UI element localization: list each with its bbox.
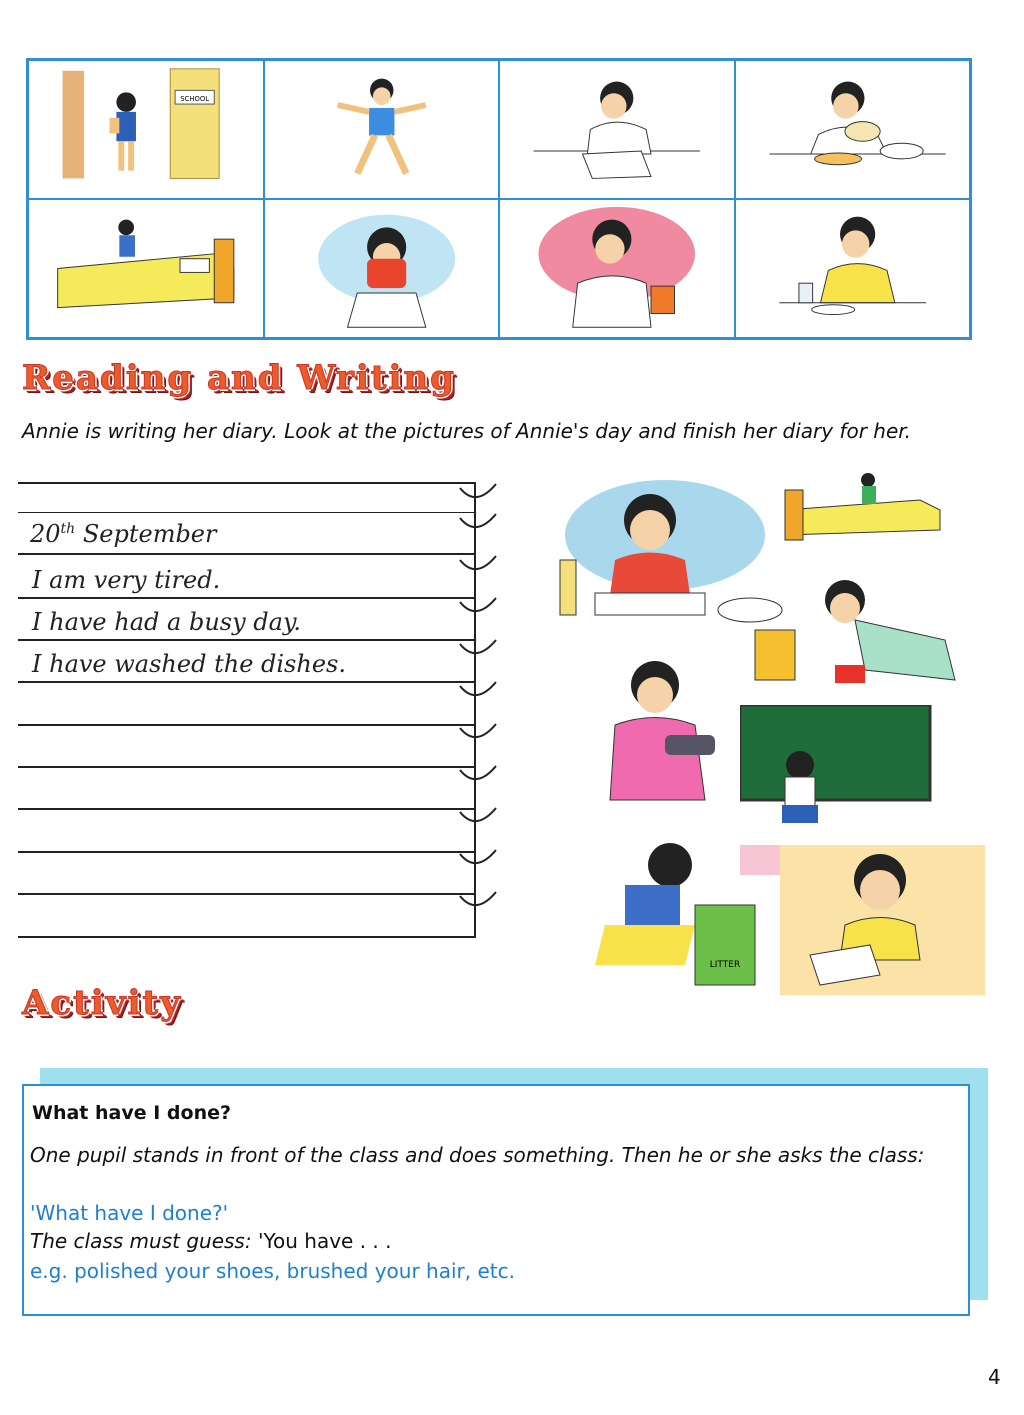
diary-line <box>18 808 476 810</box>
activity-guess-prompt: 'You have . . . <box>251 1229 392 1253</box>
activity-question: 'What have I done?' <box>30 1201 229 1225</box>
diary-date: 20th September <box>30 520 217 548</box>
grid-cell-eating-breakfast <box>735 199 971 338</box>
activity-box <box>22 1084 970 1316</box>
diary-line <box>18 766 476 768</box>
activity-guess-label: The class must guess: <box>30 1229 252 1253</box>
grid-cell-brushing-teeth <box>499 199 735 338</box>
boy-brushing-teeth-icon <box>500 200 734 337</box>
boy-going-to-school-icon <box>29 61 263 198</box>
diary-line <box>18 639 476 641</box>
diary-line <box>18 597 476 599</box>
doll-making-bed-icon <box>780 470 950 550</box>
activity-heading: What have I done? <box>32 1102 232 1124</box>
annie-pictures <box>545 470 985 1030</box>
diary-instructions: Annie is writing her diary. Look at the pictures of Annie's day and finish her diary for her. <box>22 419 912 443</box>
diary-line <box>18 724 476 726</box>
diary-entry-line: I have had a busy day. <box>32 608 301 636</box>
girl-polishing-shoes-icon <box>595 655 745 815</box>
boy-writing-icon <box>500 61 734 198</box>
boy-eating-noodles-icon <box>736 61 970 198</box>
grid-cell-washing-face <box>264 199 500 338</box>
diary-entry-line: I have washed the dishes. <box>32 650 346 678</box>
girl-doing-homework-icon <box>780 845 985 995</box>
boy-making-bed-icon <box>29 200 263 337</box>
diary-line <box>18 681 476 683</box>
grid-cell-going-to-school <box>28 60 264 199</box>
diary-line <box>18 512 476 513</box>
activity-guess-line <box>30 1228 392 1255</box>
grid-cell-making-bed <box>28 199 264 338</box>
diary-line <box>18 482 476 484</box>
boy-washing-face-icon <box>265 200 499 337</box>
activity-example: e.g. polished your shoes, brushed your hair, etc. <box>30 1259 515 1283</box>
diary-line <box>18 851 476 853</box>
grid-cell-exercising <box>264 60 500 199</box>
diary-line <box>18 936 476 938</box>
boy-eating-breakfast-icon <box>736 200 970 337</box>
page-number: 4 <box>988 1365 1001 1389</box>
diary-line <box>18 893 476 895</box>
grid-cell-eating-noodles <box>735 60 971 199</box>
reading-writing-title: Reading and Writing <box>22 358 456 398</box>
spiral-binding-icon <box>450 478 510 938</box>
boy-exercising-icon <box>265 61 499 198</box>
svg-text:LITTER: LITTER <box>709 960 741 970</box>
girl-throwing-litter-icon <box>585 835 765 1025</box>
activity-title: Activity <box>22 983 182 1023</box>
grid-cell-writing <box>499 60 735 199</box>
activity-instructions: One pupil stands in front of the class and does something. Then he or she asks the class: <box>30 1143 925 1167</box>
svg-text:SCHOOL: SCHOOL <box>180 95 210 104</box>
diary-line <box>18 553 476 555</box>
girl-scrubbing-floor-icon <box>745 570 965 705</box>
picture-grid <box>26 58 972 340</box>
diary-entry-line: I am very tired. <box>32 566 221 594</box>
